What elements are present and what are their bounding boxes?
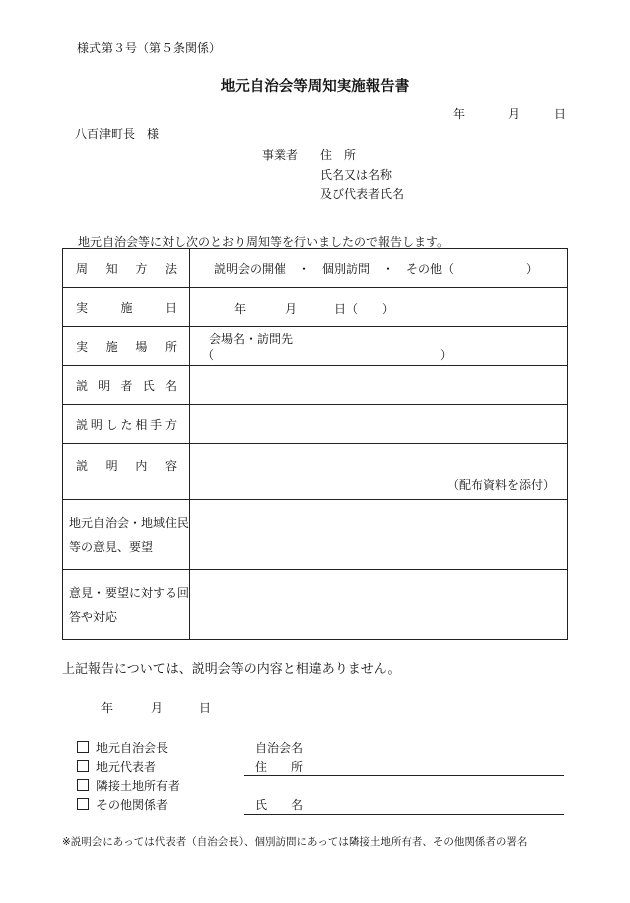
row-response — [63, 570, 568, 640]
signer-option-assoc-head[interactable] — [77, 739, 168, 756]
applicant-name-label: 氏名又は名称 — [320, 168, 393, 182]
signer-option-other[interactable] — [77, 796, 168, 813]
signer-address-label: 住 所 — [255, 760, 304, 774]
audience-label-cell — [63, 405, 190, 444]
report-date-month: 月 — [508, 107, 521, 121]
response-value-cell[interactable] — [190, 570, 568, 640]
sign-date-month: 月 — [151, 701, 164, 715]
assoc-name-label: 自治会名 — [255, 741, 304, 755]
address-signature-line[interactable] — [244, 775, 564, 776]
audience-value-cell[interactable] — [190, 405, 568, 444]
footnote: ※説明会にあっては代表者（自治会長）、個別訪問にあっては隣接土地所有者、その他関係者の署名 — [62, 836, 528, 848]
page-title: 地元自治会等周知実施報告書 — [220, 79, 410, 95]
row-opinion — [63, 500, 568, 570]
signer-option-local-rep[interactable] — [77, 758, 156, 775]
sign-date-day: 日 — [199, 701, 212, 715]
place-label-cell — [63, 327, 190, 366]
date-day-weekday: 日（ ） — [334, 302, 395, 316]
row-method — [63, 249, 568, 288]
method-label-cell — [63, 249, 190, 288]
signer-name-label: 氏 名 — [255, 798, 304, 812]
method-value-cell[interactable] — [190, 249, 568, 288]
form-number: 様式第３号（第５条関係） — [77, 41, 222, 55]
content-attachment-note: （配布資料を添付） — [446, 478, 555, 492]
report-table — [62, 248, 568, 640]
signer-label: 隣接土地所有者 — [96, 779, 181, 793]
applicant-label: 事業者 — [262, 148, 299, 162]
content-value-cell[interactable] — [190, 444, 568, 500]
signer-label: その他関係者 — [96, 798, 169, 812]
place-value-cell[interactable] — [190, 327, 568, 366]
signer-label: 地元代表者 — [96, 760, 157, 774]
row-content — [63, 444, 568, 500]
explainer-value-cell[interactable] — [190, 366, 568, 405]
date-label-cell — [63, 288, 190, 327]
opinion-label: 地元自治会・地域住民等の意見、要望 — [69, 515, 190, 554]
applicant-rep-label: 及び代表者氏名 — [320, 187, 405, 201]
content-label-cell — [63, 444, 190, 500]
date-month: 月 — [285, 302, 298, 316]
opinion-label-cell — [63, 500, 190, 570]
method-label: 周知方法 — [76, 261, 177, 276]
name-signature-line[interactable] — [244, 814, 564, 815]
signer-option-adjacent-owner[interactable] — [77, 777, 180, 794]
place-open-paren: （ — [202, 348, 215, 362]
place-label: 実施場所 — [76, 339, 177, 354]
checkbox-icon[interactable] — [77, 798, 89, 810]
sign-date-year: 年 — [101, 701, 114, 715]
row-explainer — [63, 366, 568, 405]
response-label: 意見・要望に対する回答や対応 — [69, 585, 190, 624]
checkbox-icon[interactable] — [77, 760, 89, 772]
method-options: 説明会の開催 ・ 個別訪問 ・ その他（ ） — [214, 261, 539, 276]
place-close-paren: ） — [440, 348, 453, 362]
date-value-cell[interactable] — [190, 288, 568, 327]
report-date-day: 日 — [554, 107, 567, 121]
row-place — [63, 327, 568, 366]
response-label-cell — [63, 570, 190, 640]
explainer-label: 説明者氏名 — [76, 378, 177, 393]
checkbox-icon[interactable] — [77, 779, 89, 791]
intro-text: 地元自治会等に対し次のとおり周知等を行いましたので報告します。 — [78, 235, 450, 249]
checkbox-icon[interactable] — [77, 741, 89, 753]
row-audience — [63, 405, 568, 444]
date-year: 年 — [234, 302, 247, 316]
place-venue-label: 会場名・訪問先 — [209, 332, 294, 346]
content-label: 説明内容 — [76, 459, 177, 473]
applicant-address-label: 住 所 — [320, 148, 357, 162]
audience-label: 説明した相手方 — [76, 417, 177, 432]
row-date — [63, 288, 568, 327]
signer-label: 地元自治会長 — [96, 741, 169, 755]
addressee: 八百津町長 様 — [75, 127, 160, 141]
certification-text: 上記報告については、説明会等の内容と相違ありません。 — [62, 662, 401, 677]
report-date-year: 年 — [453, 107, 466, 121]
explainer-label-cell — [63, 366, 190, 405]
opinion-value-cell[interactable] — [190, 500, 568, 570]
date-label: 実施日 — [76, 300, 177, 315]
